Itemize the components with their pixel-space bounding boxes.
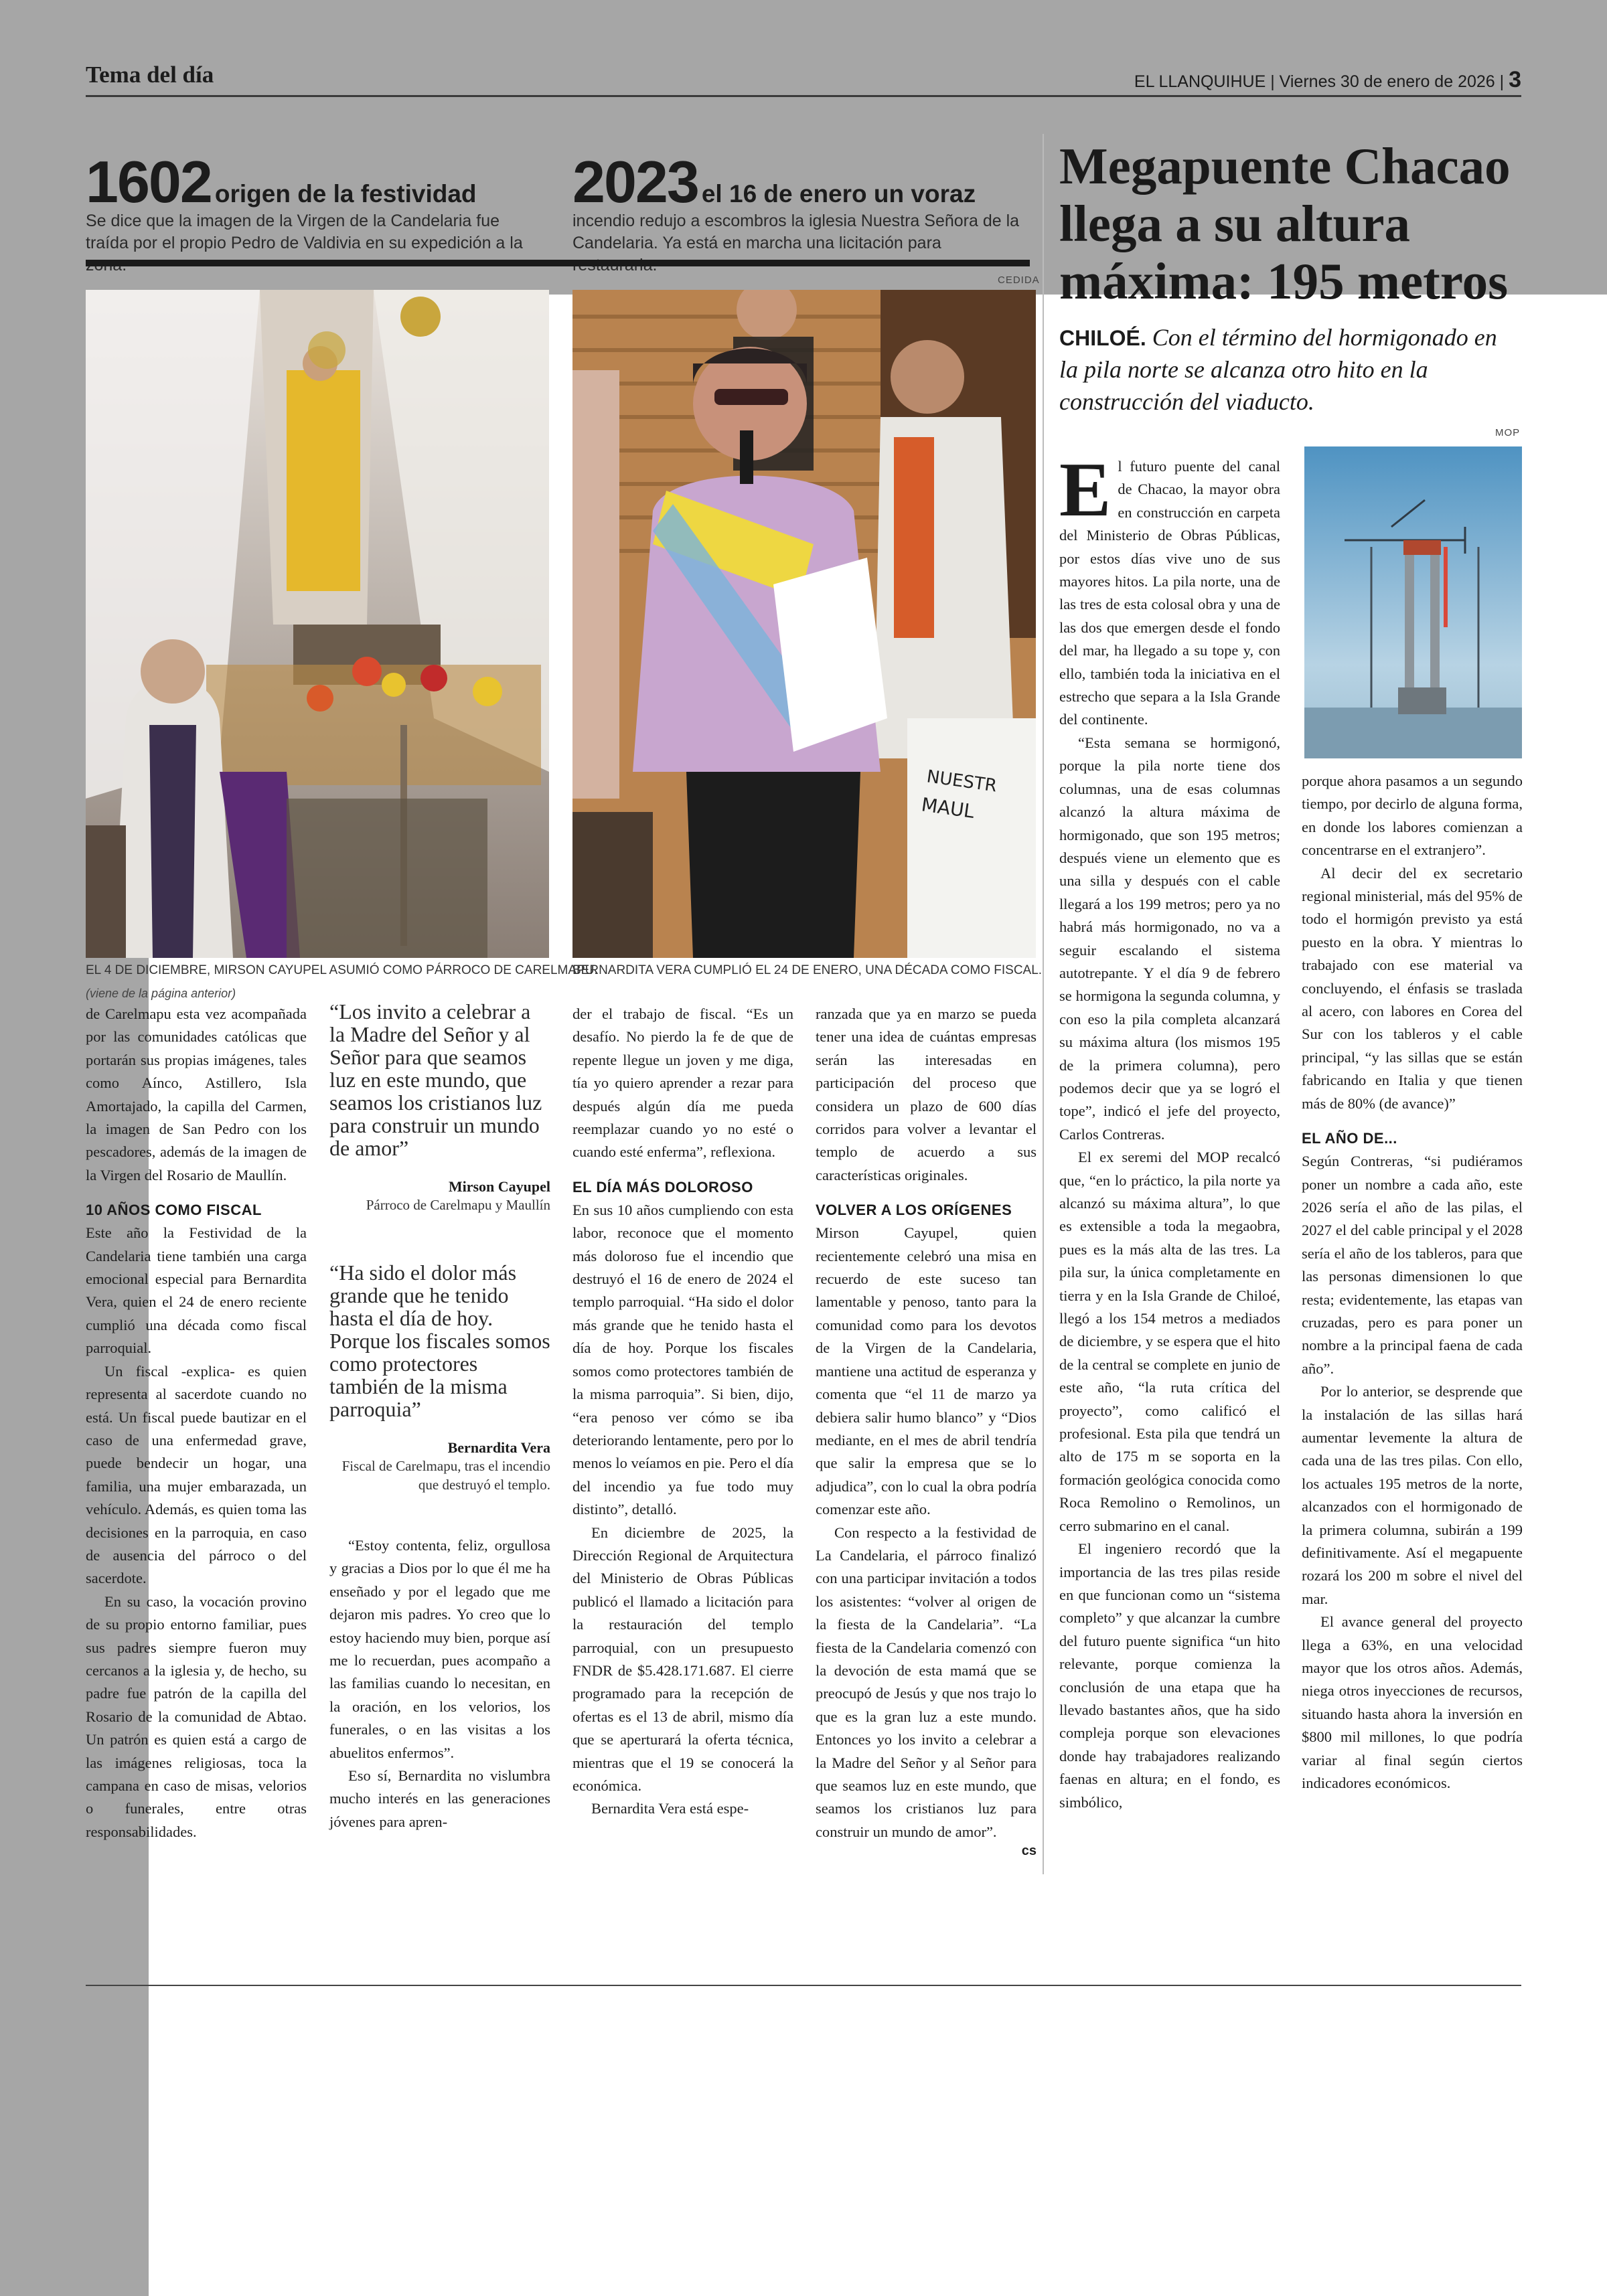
paragraph: El ingeniero recordó que la importancia de las tres pilas reside en que funcionan como un “sistema completo” y que alcanzar la cumbre del futuro puente significa “un hito relevante, porque comienza la conclusión de una etapa que ha llevado bastantes años, que ha sido compleja porque son elevaciones donde hay trabajadores realizando faenas en altura; en el fondo, es simbólico,: [1059, 1540, 1280, 1811]
paragraph: En sus 10 años cumpliendo con esta labor, reconoce que el momento más doloroso fue el incendio que destruyó el 16 de enero de 2024 el templo parroquial. “Ha sido el dolor más grande que he tenido hasta el día de hoy. Porque los fiscales somos como protectores también de la misma parroquia”. Si bien, dijo, “era penoso ver cómo se iba deteriorando lentamente, pero por lo menos lo veíamos en pie. Pero el día del incendio ya fue todo muy distinto”, detalló.: [572, 1201, 793, 1518]
article-column-4: [816, 1003, 1037, 1859]
end-mark: cs: [1021, 1843, 1037, 1859]
fact-rule: [86, 260, 1030, 266]
subhead-ano: EL AÑO DE...: [1302, 1130, 1397, 1147]
paragraph: Bernardita Vera está espe-: [591, 1800, 749, 1817]
bridge-column-2: [1302, 770, 1523, 1795]
paragraph: ranzada que ya en marzo se pueda tener una idea de cuántas empresas serán las interesadas en participación del proceso que considera un plazo de 600 días corridos para volver a levantar el templo de acuerdo a sus características originales.: [816, 1005, 1037, 1183]
paragraph: Un fiscal -explica- es quien representa al sacerdote cuando no está. Un fiscal puede bautizar en el caso de una enfermedad grave, puede bendecir un hogar, una familia, una mujer embarazada, un vehículo. Además, es quien toma las decisiones en la parroquia, en caso de ausencia del párroco o del sacerdote.: [86, 1362, 307, 1587]
quote-author: Bernardita Vera: [447, 1439, 550, 1456]
fact-number: 1602: [86, 149, 212, 215]
left-photo-caption: EL 4 DE DICIEMBRE, MIRSON CAYUPEL ASUMIÓ COMO PÁRROCO DE CARELMAPU.: [86, 963, 598, 977]
bridge-tower-photo: [1304, 446, 1522, 758]
continued-note: (viene de la página anterior): [86, 987, 236, 1000]
paragraph: “Esta semana se hormigonó, porque la pila norte tiene dos columnas, una de esas columnas alcanzó la altura máxima de hormigonado, que son 195 metros; después viene un elemento que es una silla y después con el cable llegará a los 199 metros; pero ya no habrá más hormigonado, no va a seguir escalando el sistema autotrepante. Y el día 9 de febrero se hormigona la segunda columna, y con eso la pila completa alcanzará su máxima altura (los mismos 195 de la primera columna), pero podemos decir que ya se logró el tope”, indicó el jefe del proyecto, Carlos Contreras.: [1059, 734, 1280, 1143]
paragraph: de Carelmapu esta vez acompañada por las comunidades católicas que portarán sus propias imágenes, tales como Aínco, Astillero, Isla Amortajado, la capilla del Carmen, la imagen de San Pedro con los pescadores, además de la imagen de la Virgen del Rosario de Maullín.: [86, 1005, 307, 1183]
fact-number: 2023: [572, 149, 698, 215]
fact-heading: el 16 de enero un voraz: [701, 180, 976, 208]
fact-box-1602: [86, 149, 528, 276]
lead-label: CHILOÉ.: [1059, 326, 1146, 350]
paragraph: Según Contreras, “si pudiéramos poner un nombre a cada año, este 2026 sería el año de las pilas, el 2027 el del cable principal y el 2028 sería el año de los tableros, para que las personas dimensionen lo que resta; evidentemente, las etapas van cruzadas, pero es para poner un nombre a la principal faena de cada año”.: [1302, 1153, 1523, 1377]
article-column-2: [329, 1000, 550, 1833]
subhead-fiscal: 10 AÑOS COMO FISCAL: [86, 1202, 262, 1219]
quote-author: Mirson Cayupel: [448, 1178, 550, 1195]
subhead-doloroso: EL DÍA MÁS DOLOROSO: [572, 1178, 753, 1196]
sign-text: NUESTR: [925, 766, 998, 797]
paragraph: Eso sí, Bernardita no vislumbra mucho interés en las generaciones jóvenes para apren-: [329, 1767, 550, 1830]
masthead: EL LLANQUIHUE | Viernes 30 de enero de 2026 | 3: [1134, 67, 1521, 92]
bridge-lead: [1059, 321, 1521, 418]
column-divider: [1043, 134, 1044, 1874]
quote-author-role: Fiscal de Carelmapu, tras el incendio que destruyó el templo.: [341, 1458, 550, 1493]
sign-text: MAUL: [920, 793, 976, 823]
right-photo-caption: BERNARDITA VERA CUMPLIÓ EL 24 DE ENERO, UNA DÉCADA COMO FISCAL.: [572, 963, 1043, 977]
paragraph: El avance general del proyecto llega a 63%, en una velocidad mayor que los otros años. Además, niega otros inyecciones de recursos, situando hasta ahora la inversión en $800 mil millones, lo que podría variar al final según ciertos indicadores económicos.: [1302, 1613, 1523, 1792]
bridge-headline: Megapuente Chacao llega a su altura máxima: 195 metros: [1059, 137, 1511, 310]
fiscal-speech-photo: [572, 290, 1036, 958]
paragraph: El ex seremi del MOP recalcó que, “en lo práctico, la pila norte ya alcanzó su máxima altura”, lo que es extensible a toda la megaobra, pues es la más alta de las tres. La pila sur, la única completamente en tierra y en la Isla Grande de Chiloé, llegó a los 154 metros a mediados de diciembre, y se espera que el hito de la central se complete en junio de este año, “la ruta crítica del proyecto”, como calificó el profesional. Esta pila que tendrá un alto de 175 m se soporta en la formación geológica conocida como Roca Remolino o Remolinos, un cerro submarino en el canal.: [1059, 1149, 1280, 1534]
fact-box-2023: [572, 149, 1028, 276]
page-number: 3: [1509, 67, 1521, 92]
paragraph: Mirson Cayupel, quien recientemente celebró una misa en recuerdo de este suceso tan lamentable y penoso, tanto para la comunidad como para los devotos de la Virgen de la Candelaria, mantiene una actitud de esperanza y comenta que “el 11 de marzo ya debiera salir humo blanco” y “Dios mediante, en el mes de abril tendría que salir la empresa que se lo adjudica”, con lo cual la obra podría comenzar este año.: [816, 1224, 1037, 1518]
quote-author-role: Párroco de Carelmapu y Maullín: [366, 1197, 550, 1213]
pull-quote-cayupel: “Los invito a celebrar a la Madre del Señor y al Señor para que seamos luz en este mundo, que seamos los cristianos luz para construir un mundo de amor”: [329, 999, 542, 1160]
paragraph: Por lo anterior, se desprende que la instalación de las sillas hará aumentar levemente la altura de cada una de las tres pilas. Con ello, los actuales 195 metros de la norte, alcanzados con el hormigonado de la primera columna, subirán a 199 definitivamente. Así el megapuente rozará los 200 m sobre el nivel del mar.: [1302, 1383, 1523, 1607]
footer-rule: [86, 1985, 1521, 1986]
subhead-origenes: VOLVER A LOS ORÍGENES: [816, 1202, 1012, 1219]
paragraph: porque ahora pasamos a un segundo tiempo, por decirlo de alguna forma, en donde los labores comienzan a concentrarse en el extranjero”.: [1302, 772, 1523, 859]
drop-cap: E: [1059, 447, 1112, 533]
issue-date: Viernes 30 de enero de 2026: [1279, 72, 1495, 91]
pull-quote-vera: “Ha sido el dolor más grande que he tenido hasta el día de hoy. Porque los fiscales somos como protectores también de la misma parroquia”: [329, 1260, 550, 1421]
priest-altar-photo: [86, 290, 549, 958]
header-rule: [86, 95, 1521, 97]
paragraph: Al decir del ex secretario regional ministerial, más del 95% de todo el hormigón previsto ya está puesto en la obra. Y mientras lo trabajado con ese material va concluyendo, el énfasis se traslada al acero, con labores en Corea del Sur con los tableros y el cable principal, “y las sillas que se están fabricando en Italia y que tienen más de 80% (de avance)”: [1302, 864, 1523, 1112]
paragraph: Con respecto a la festividad de La Candelaria, el párroco finalizó con una participar invitación a todos los asistentes: “volver al origen de la fiesta de la Candelaria”. “La fiesta de la Candelaria comenzó con la devoción de esta mamá que se preocupó de Jesús y que nos trajo lo que es la gran luz a este mundo. Entonces yo los invito a celebrar a la Madre del Señor y al Señor para que seamos luz en este mundo, que seamos los cristianos luz para construir un mundo de amor”.: [816, 1524, 1037, 1840]
paragraph: l futuro puente del canal de Chacao, la mayor obra en construcción en carpeta del Ministerio de Obras Públicas, por estos días vive uno de sus mayores hitos. La pila norte, una de las tres de esta colosal obra y una de las dos que emergen desde el fondo del mar, ha llegado a su tope y, con ello, también toda la iniciativa en el estrecho que separa a la Isla Grande del continente.: [1059, 458, 1280, 728]
paragraph: Este año la Festividad de la Candelaria tiene también una carga emocional especial para Bernardita Vera, quien el 24 de enero reciente cumplió una década como fiscal parroquial.: [86, 1224, 307, 1357]
bridge-column-1: [1059, 447, 1280, 1814]
article-column-3: [572, 1003, 793, 1821]
paragraph: “Estoy contenta, feliz, orgullosa y gracias a Dios por lo que él me ha enseñado y por el legado que me dejaron mis padres. Yo creo que lo estoy haciendo muy bien, porque así me lo recuerdan, pues acompaño a las familias cuando lo necesitan, en la oración, en los velorios, los funerales, o en las visitas a los abuelitos enfermos”.: [329, 1537, 550, 1761]
fact-text: incendio redujo a escombros la iglesia Nuestra Señora de la Candelaria. Ya está en marcha una licitación para: [572, 212, 1020, 252]
section-title: Tema del día: [86, 62, 214, 88]
newspaper-name: EL LLANQUIHUE: [1134, 72, 1266, 91]
paragraph: der el trabajo de fiscal. “Es un desafío. No pierdo la fe de que de repente llegue un joven y me diga, tía yo quiero aprender a rezar para después algún día me pueda reemplazar cuando yo no esté o cuando esté enferma”, reflexiona.: [572, 1005, 793, 1161]
fact-heading: origen de la festividad: [214, 180, 477, 208]
fact-text: Se dice que la imagen de la Virgen de la Candelaria fue traída por el propio Pedro de Valdivia en su expedición a la: [86, 212, 523, 252]
article-column-1: [86, 1003, 307, 1843]
lead-text: Con el término del hormigonado en la pila norte se alcanza otro hito en la construcción del viaducto.: [1059, 324, 1497, 415]
photo-credit: CEDIDA: [998, 274, 1040, 286]
bridge-photo-credit: MOP: [1495, 427, 1521, 438]
paragraph: En diciembre de 2025, la Dirección Regional de Arquitectura del Ministerio de Obras Públicas publicó el llamado a licitación para la restauración del templo parroquial, con un presupuesto FNDR de $5.428.171.687. El cierre programado para la recepción de ofertas es el 13 de abril, mismo día que se aperturará la oferta técnica, mientras que el 19 se conocerá la económica.: [572, 1524, 793, 1794]
paragraph: En su caso, la vocación provino de su propio entorno familiar, pues sus padres siempre fueron muy cercanos a la iglesia y, de hecho, su padre fue patrón de la capilla del Rosario de la comunidad de Abtao. Un patrón es quien está a cargo de las imágenes religiosas, toca la campana en caso de misas, velorios o funerales, entre otras responsabilidades.: [86, 1592, 307, 1840]
